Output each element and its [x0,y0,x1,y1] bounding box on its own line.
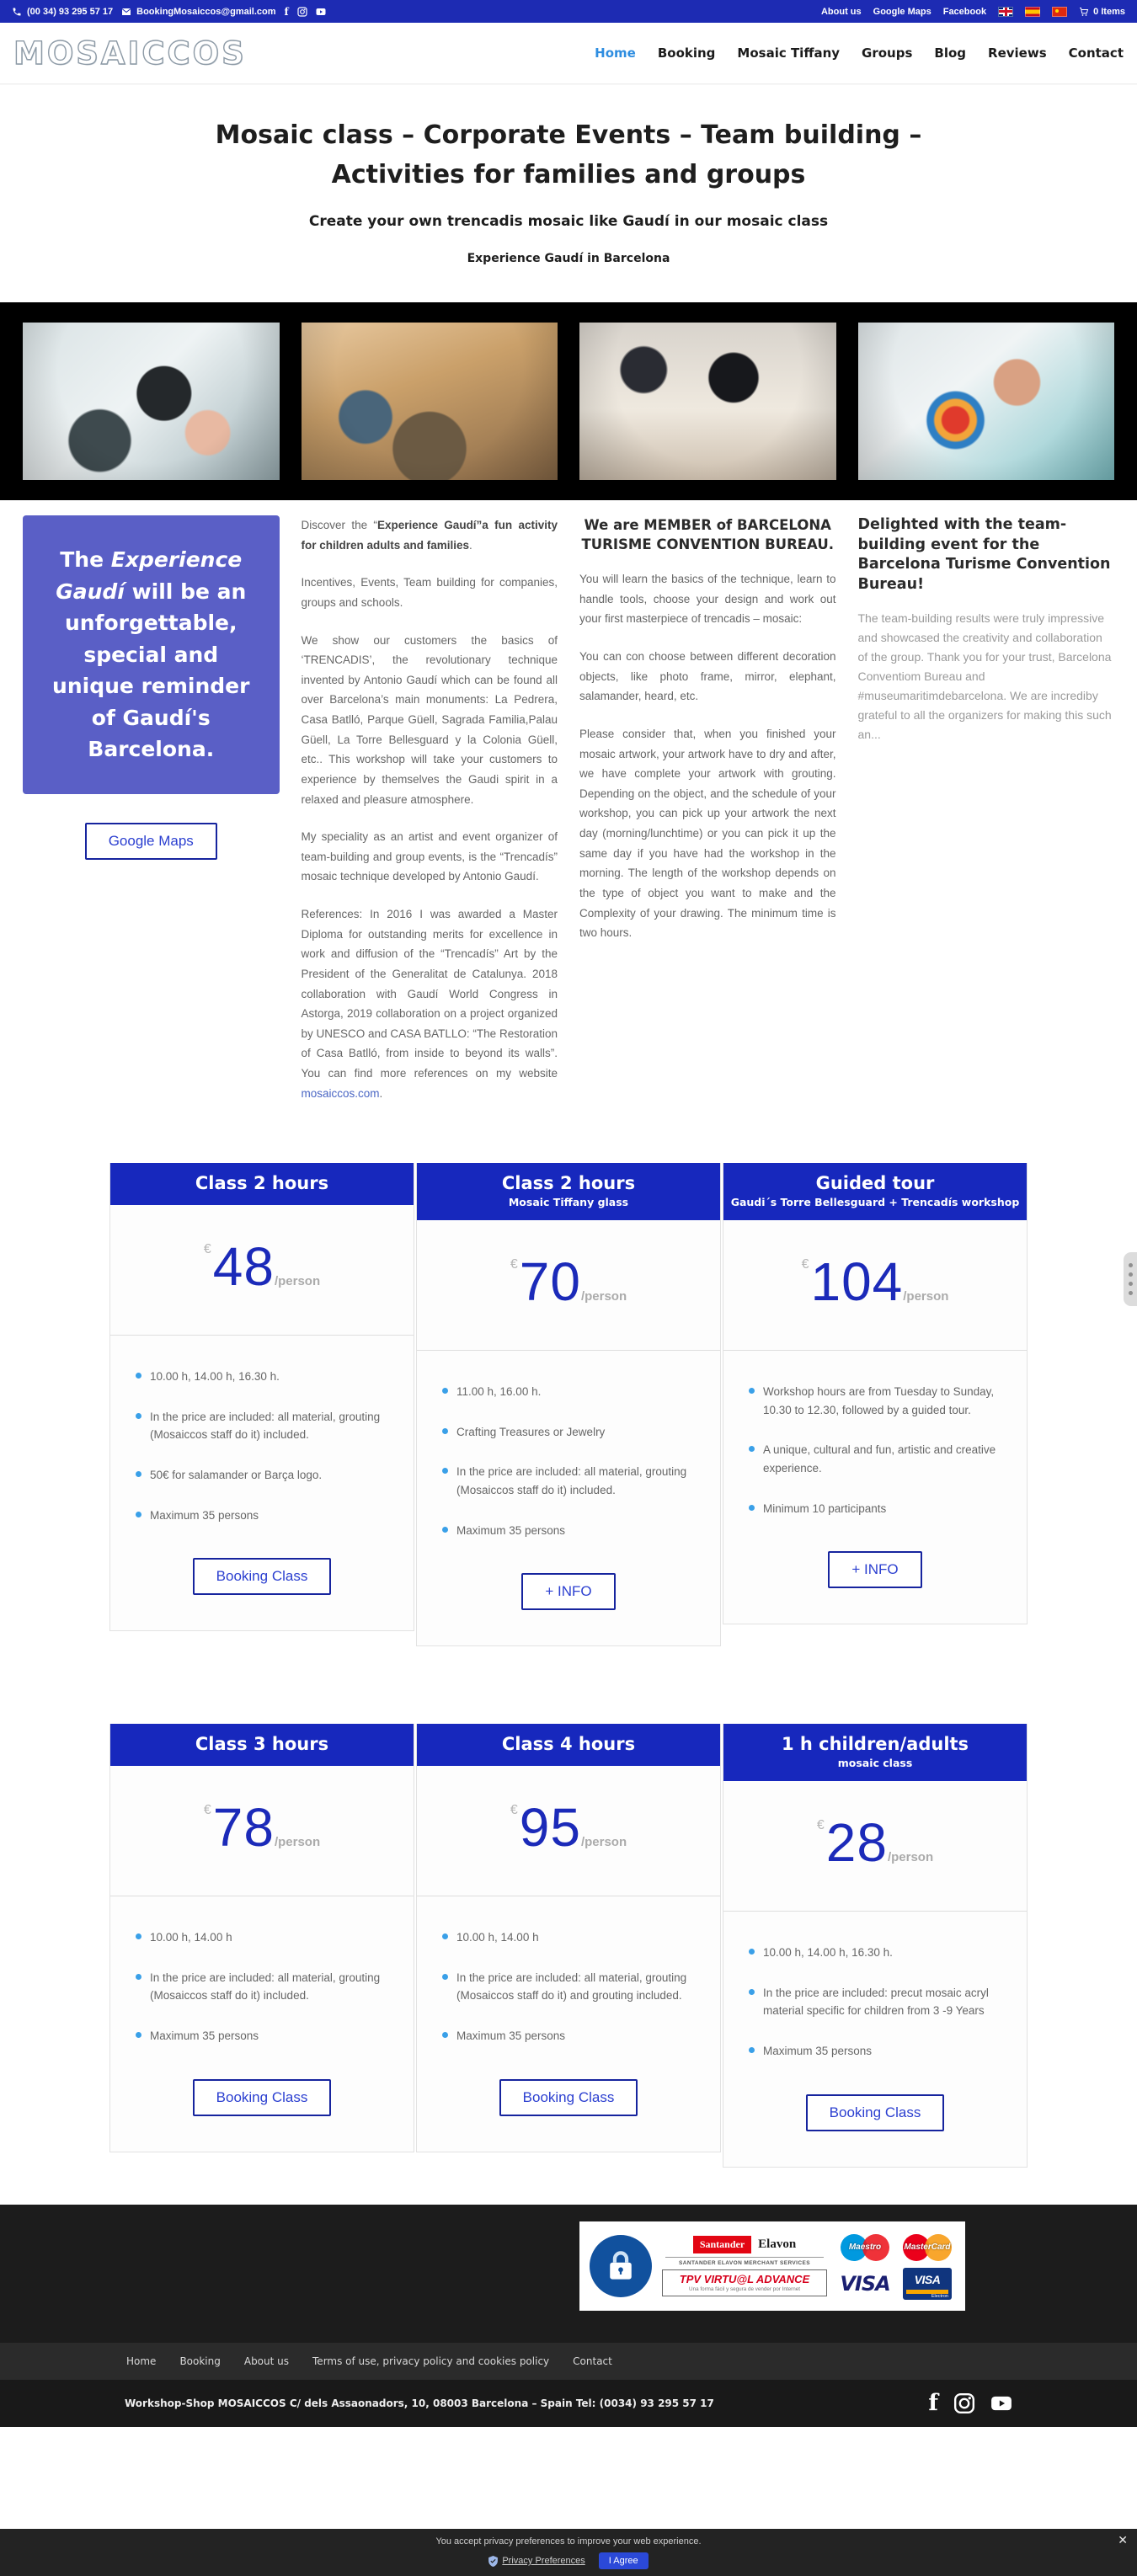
photo-woman-mosaic-palette [858,323,1115,480]
currency-symbol: € [801,1257,809,1272]
member-heading: We are MEMBER of BARCELONA TURISME CONVENTION BUREAU. [581,517,834,553]
mastercard-logo: MasterCard [903,2232,952,2263]
payments-section [0,2205,1137,2343]
pricing-card-tiffany [416,1163,721,1646]
main-nav [595,45,1124,61]
feature-list [723,1912,1027,2085]
bullet-icon [136,1512,141,1517]
list-item: 50€ for salamander or Barça logo. [136,1466,388,1485]
info-button[interactable]: + INFO [521,1573,615,1610]
list-item: In the price are included: all material, grouting (Mosaiccos staff do it) included. [442,1463,695,1499]
privacy-preferences-link[interactable]: Privacy Preferences [488,2556,585,2567]
price-per: /person [580,1835,627,1850]
price-block [110,1205,414,1336]
list-item: In the price are included: all material, grouting (Mosaiccos staff do it) and grouting included. [442,1969,695,2005]
footer-link-contact[interactable]: Contact [573,2355,612,2367]
pricing-title: Class 2 hours [501,1173,636,1194]
intro-col-description [302,515,558,1121]
feature-list [417,1896,720,2070]
quote-text-em: Experience Gaudí [56,547,243,604]
pricing-card-class-2-hours [109,1163,414,1631]
facebook-icon[interactable]: f [928,2389,938,2416]
price-amount: 104 [810,1251,904,1313]
price-block [723,1781,1027,1912]
cart-button[interactable] [1079,7,1125,17]
bullet-icon [136,1933,141,1939]
testimonial-body: The team-building results were truly impressive and showcased the creativity and collaboration of the group. Thank you for your trust, Barcelona Conventiom Bureau and #museumaritimdebarcelona. We are incrediby grateful to all the organizers for making this such an... [857,611,1112,742]
footer-link-home[interactable]: Home [126,2355,157,2367]
quote-box [23,515,280,794]
member-paragraph: Please consider that, when you finished your mosaic artwork, your artwork have to dry and after, we have complete your artwork with grouting. Depending on the object, and the schedule of your workshop, you can pick up your artwork the next day (morning/lunchtime) or you can pick it up the same day if you have had the workshop in the morning. The length of the workshop depends on the type of object you want to make and the Complexity of your drawing. The minimum time is two hours. [579,727,836,940]
photo-group-street [302,323,558,480]
price-amount: 95 [519,1797,581,1859]
tpv-virtual-advance-logo: TPV VIRTU@L ADVANCE Una forma fácil y segura de vender por Internet [662,2269,827,2296]
list-item: 10.00 h, 14.00 h [136,1928,388,1947]
member-paragraph: You will learn the basics of the technique, learn to handle tools, choose your design and work out your first masterpiece of trencadis – mosaic: [579,573,836,626]
intro-columns [0,500,1137,1143]
currency-symbol: € [510,1803,518,1818]
nav-item-groups[interactable]: Groups [862,45,913,61]
pricing-row-1 [109,1163,1028,1646]
bullet-icon [442,1527,448,1533]
mosaiccos-link[interactable]: mosaiccos.com [301,1086,380,1100]
uk-flag-icon[interactable] [998,7,1013,17]
booking-class-button[interactable]: Booking Class [193,2079,332,2116]
feature-list [110,1336,414,1549]
pricing-card-children [723,1724,1028,2167]
references-text-end: . [379,1086,383,1100]
bullet-icon [749,1388,755,1394]
list-item: 11.00 h, 16.00 h. [442,1383,695,1401]
cookie-consent-bar [0,2529,1137,2576]
santander-logo: Santander [693,2236,751,2253]
google-maps-button[interactable]: Google Maps [85,823,217,860]
bullet-icon [442,1974,448,1980]
price-amount: 70 [519,1251,581,1313]
pricing-card-header [417,1724,720,1766]
bullet-icon [136,1974,141,1980]
bullet-icon [136,2032,141,2038]
youtube-icon[interactable] [990,2392,1012,2414]
list-item: 10.00 h, 14.00 h, 16.30 h. [749,1944,1001,1962]
bullet-icon [749,1989,755,1995]
quote-text: The [60,547,111,572]
topbar-link-google-maps[interactable]: Google Maps [873,6,931,17]
pricing-row-2 [109,1724,1028,2167]
photo-band [0,302,1137,500]
site-logo[interactable]: MOSAICCOS [13,35,247,72]
page-tagline: Experience Gaudí in Barcelona [467,252,670,265]
secure-lock-icon [590,2235,652,2297]
intro-col-testimonial [858,515,1115,1121]
pricing-card-guided-tour [723,1163,1028,1624]
topbar-link-facebook[interactable]: Facebook [942,6,987,17]
price-block [417,1766,720,1896]
info-button[interactable]: + INFO [828,1551,921,1588]
footer-link-about-us[interactable]: About us [243,2355,290,2367]
visa-electron-logo: VISA Electron [903,2268,952,2300]
topbar-phone[interactable] [12,7,113,17]
booking-class-button[interactable]: Booking Class [806,2094,945,2131]
bullet-icon [749,1505,755,1511]
intro-col-member [579,515,836,1121]
close-icon[interactable]: ✕ [1118,2533,1128,2547]
currency-symbol: € [203,1803,211,1818]
pricing-card-class-4-hours [416,1724,721,2152]
feature-list [110,1896,414,2070]
bullet-icon [749,2047,755,2053]
footer-link-booking[interactable]: Booking [179,2355,221,2367]
feature-list [723,1351,1027,1543]
list-item: Crafting Treasures or Jewelry [442,1423,695,1442]
pricing-card-header [417,1163,720,1220]
list-item: Maximum 35 persons [442,1522,695,1540]
list-item: Maximum 35 persons [136,2027,388,2045]
currency-symbol: € [510,1257,518,1272]
bullet-icon [442,1468,448,1474]
intro-paragraph: We show our customers the basics of ‘TRENCADIS’, the revolutionary technique invented by Antonio Gaudí which can be found all over Barcelona’s main monuments: La Pedrera, Casa Batlló, Parque Güell, Sagrada Familia,Palau Güell, La Torre Bellesguard y la Colonia Güell, etc.. This workshop will take your customers to experience by themselves the Gaudi spirit in a relaxed and pleasure atmosphere. [301,633,558,806]
instagram-icon[interactable] [953,2392,975,2414]
intro-p1-end: . [469,538,472,552]
footer-socials [928,2389,1012,2416]
footer-link-terms[interactable]: Terms of use, privacy policy and cookies policy [312,2355,550,2367]
member-paragraph: You can con choose between different decoration objects, like photo frame, mirror, elephant, salamander, heard, etc. [579,650,836,703]
list-item: Minimum 10 participants [749,1500,1001,1518]
instagram-icon[interactable] [297,7,307,17]
side-dot-nav[interactable] [1124,1252,1137,1306]
price-block [723,1220,1027,1351]
bullet-icon [442,1933,448,1939]
intro-paragraph [302,904,558,1103]
spain-flag-icon[interactable] [1025,7,1040,17]
price-per: /person [274,1835,321,1850]
list-item: Maximum 35 persons [749,2042,1001,2061]
pricing-card-header [723,1724,1027,1781]
intro-p1-bold: Experience Gaudí”a fun activity for children adults and families [301,519,558,552]
bullet-icon [136,1373,141,1379]
list-item: A unique, cultural and fun, artistic and creative experience. [749,1441,1001,1477]
nav-item-reviews[interactable]: Reviews [988,45,1047,61]
price-amount: 78 [212,1797,275,1859]
pricing-title: Class 2 hours [195,1173,329,1194]
pricing-title: Class 3 hours [195,1734,329,1755]
price-per: /person [887,1850,934,1865]
china-flag-icon[interactable] [1052,7,1067,17]
maestro-logo: Maestro [841,2232,889,2263]
visa-logo: VISA [840,2271,890,2296]
dot-nav-item[interactable] [1129,1263,1133,1267]
facebook-icon[interactable]: f [284,5,289,18]
youtube-icon[interactable] [316,7,326,17]
payment-methods-banner [579,2221,965,2311]
price-amount: 28 [825,1812,888,1874]
nav-item-home[interactable]: Home [595,45,636,61]
booking-class-button[interactable]: Booking Class [499,2079,638,2116]
envelope-icon [121,7,131,17]
merchant-services-label: SANTANDER ELAVON MERCHANT SERVICES [679,2259,810,2266]
pricing-subtitle: Mosaic Tiffany glass [508,1196,629,1209]
pricing-title: Class 4 hours [501,1734,636,1755]
bullet-icon [442,1428,448,1434]
list-item: In the price are included: all material, grouting (Mosaiccos staff do it) included. [136,1969,388,2005]
price-block [417,1220,720,1351]
list-item: Maximum 35 persons [442,2027,695,2045]
topbar-phone-label: (00 34) 93 295 57 17 [27,6,114,17]
site-header [0,23,1137,84]
list-item: In the price are included: all material, grouting (Mosaiccos staff do it) included. [136,1408,388,1444]
bullet-icon [136,1413,141,1419]
topbar-link-about-us[interactable]: About us [820,6,862,17]
dot-nav-item[interactable] [1129,1282,1133,1286]
footer-menu [0,2343,1137,2380]
nav-item-contact[interactable]: Contact [1068,45,1124,61]
price-per: /person [903,1289,949,1304]
intro-p1-pre: Discover the “ [301,519,377,531]
elavon-logo: Elavon [758,2237,797,2251]
topbar-email[interactable] [121,7,275,17]
page-subtitle: Create your own trencadis mosaic like Gaudí in our mosaic class [308,213,829,230]
agree-button[interactable]: I Agree [599,2552,649,2569]
footer-address: Workshop-Shop MOSAICCOS C/ dels Assaonadors, 10, 08003 Barcelona – Spain Tel: (0034) 93 295 57 17 [125,2397,714,2409]
bullet-icon [442,2032,448,2038]
list-item: Workshop hours are from Tuesday to Sunday, 10.30 to 12.30, followed by a guided tour. [749,1383,1001,1419]
booking-class-button[interactable]: Booking Class [193,1558,332,1595]
pricing-card-header [723,1163,1027,1220]
dot-nav-item[interactable] [1129,1291,1133,1295]
list-item: 10.00 h, 14.00 h [442,1928,695,1947]
pricing-title: Guided tour [815,1173,935,1194]
hero-section [0,84,1137,302]
nav-item-booking[interactable]: Booking [657,45,716,61]
bullet-icon [442,1388,448,1394]
quote-text-end: will be an unforgettable, special and unique reminder of Gaudí's Barcelona. [52,579,250,761]
pricing-subtitle: mosaic class [837,1757,913,1770]
shield-icon [488,2556,498,2567]
references-text: References: In 2016 I was awarded a Master Diploma for outstanding merits for excellence in work and diffusion of the “Trencadís” Art by the President of the Generalitat de Catalunya. 2018 collaboration with Gaudí World Congress in Astorga, 2019 collaboration on a project organized by UNESCO and CASA BATLLO: “The Restoration of Casa Batlló, from inside to beyond its walls”. You can find more references on my website [301,908,558,1080]
topbar-email-label: BookingMosaiccos@gmail.com [136,6,276,17]
intro-paragraph: My speciality as an artist and event organizer of team-building and group events, is the “Trencadís” mosaic technique developed by Antonio Gaudí. [301,830,558,883]
cookie-message: You accept privacy preferences to improve your web experience. [435,2536,702,2547]
dot-nav-item[interactable] [1129,1272,1133,1277]
top-bar [0,0,1137,23]
pricing-card-header [110,1724,414,1766]
bullet-icon [749,1949,755,1955]
phone-icon [12,7,22,17]
intro-paragraph [302,515,558,555]
pricing-card-class-3-hours [109,1724,414,2152]
pricing-title: 1 h children/adults [781,1734,969,1755]
page-title: Mosaic class – Corporate Events – Team building – Activities for families and groups [215,120,922,189]
nav-item-mosaic-tiffany[interactable]: Mosaic Tiffany [737,45,841,61]
price-amount: 48 [212,1236,275,1298]
price-per: /person [580,1289,627,1304]
pricing-subtitle: Gaudi´s Torre Bellesguard + Trencadís workshop [730,1196,1020,1209]
currency-symbol: € [203,1242,211,1257]
pricing-card-header [110,1163,414,1205]
photo-family-workshop [23,323,280,480]
feature-list [417,1351,720,1565]
price-per: /person [274,1274,321,1289]
photo-students-working [579,323,836,480]
intro-paragraph: Incentives, Events, Team building for companies, groups and schools. [301,576,558,609]
bullet-icon [749,1446,755,1452]
cart-count-label: 0 Items [1093,6,1125,17]
footer-bottom-bar [0,2380,1137,2427]
list-item: In the price are included: precut mosaic acryl material specific for children from 3 -9 Years [749,1984,1001,2020]
price-block [110,1766,414,1896]
intro-col-quote [23,515,280,1121]
currency-symbol: € [816,1818,825,1833]
nav-item-blog[interactable]: Blog [934,45,967,61]
list-item: 10.00 h, 14.00 h, 16.30 h. [136,1368,388,1386]
bullet-icon [136,1471,141,1477]
cart-icon [1079,7,1089,17]
testimonial-heading: Delighted with the team-building event for the Barcelona Turisme Convention Bureau! [857,516,1111,593]
list-item: Maximum 35 persons [136,1507,388,1525]
